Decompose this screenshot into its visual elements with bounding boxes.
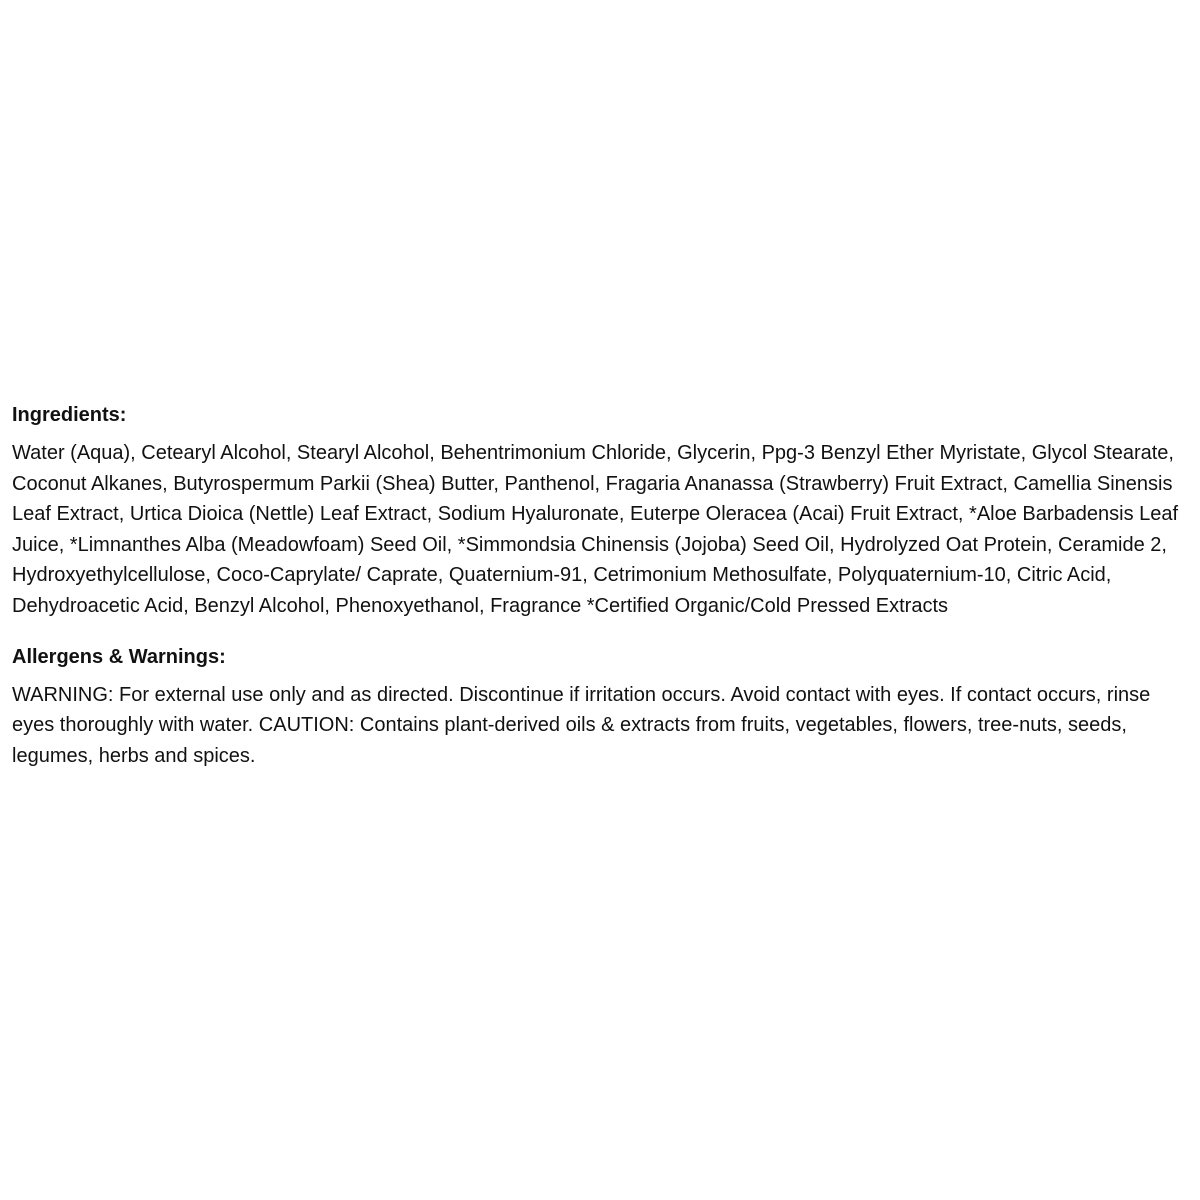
product-info [12,400,1188,771]
warnings-section [12,642,1188,772]
ingredients-section [12,400,1188,622]
warnings-text: WARNING: For external use only and as directed. Discontinue if irritation occurs. Avoid contact with eyes. If contact occurs, rinse eyes thoroughly with water. CAUTION: Contains plant-derived oils & extracts from fruits, vegetables, flowers, tree-nuts, seeds, legumes, herbs and spices. [12,683,1151,767]
ingredients-heading: Ingredients: [12,404,127,426]
warnings-heading: Allergens & Warnings: [12,645,226,668]
ingredients-text: Water (Aqua), Cetearyl Alcohol, Stearyl Alcohol, Behentrimonium Chloride, Glycerin, Ppg-3 Benzyl Ether Myristate, Glycol Stearate, Coconut Alkanes, Butyrospermum Parkii (Shea) Butter, Panthenol, Fragaria Ananassa (Strawberry) Fruit Extract, Camellia Sinensis Leaf Extract, Urtica Dioica (Nettle) Leaf Extract, Sodium Hyaluronate, Euterpe Oleracea (Acai) Fruit Extract, *Aloe Barbadensis Leaf Juice, *Limnanthes Alba (Meadowfoam) Seed Oil, *Simmondsia Chinensis (Jojoba) Seed Oil, Hydrolyzed Oat Protein, Ceramide 2, Hydroxyethylcellulose, Coco-Caprylate/ Caprate, Quaternium-91, Cetrimonium Methosulfate, Polyquaternium-10, Citric Acid, Dehydroacetic Acid, Benzyl Alcohol, Phenoxyethanol, Fragrance *Certified Organic/Cold Pressed Extracts [12,442,1179,617]
